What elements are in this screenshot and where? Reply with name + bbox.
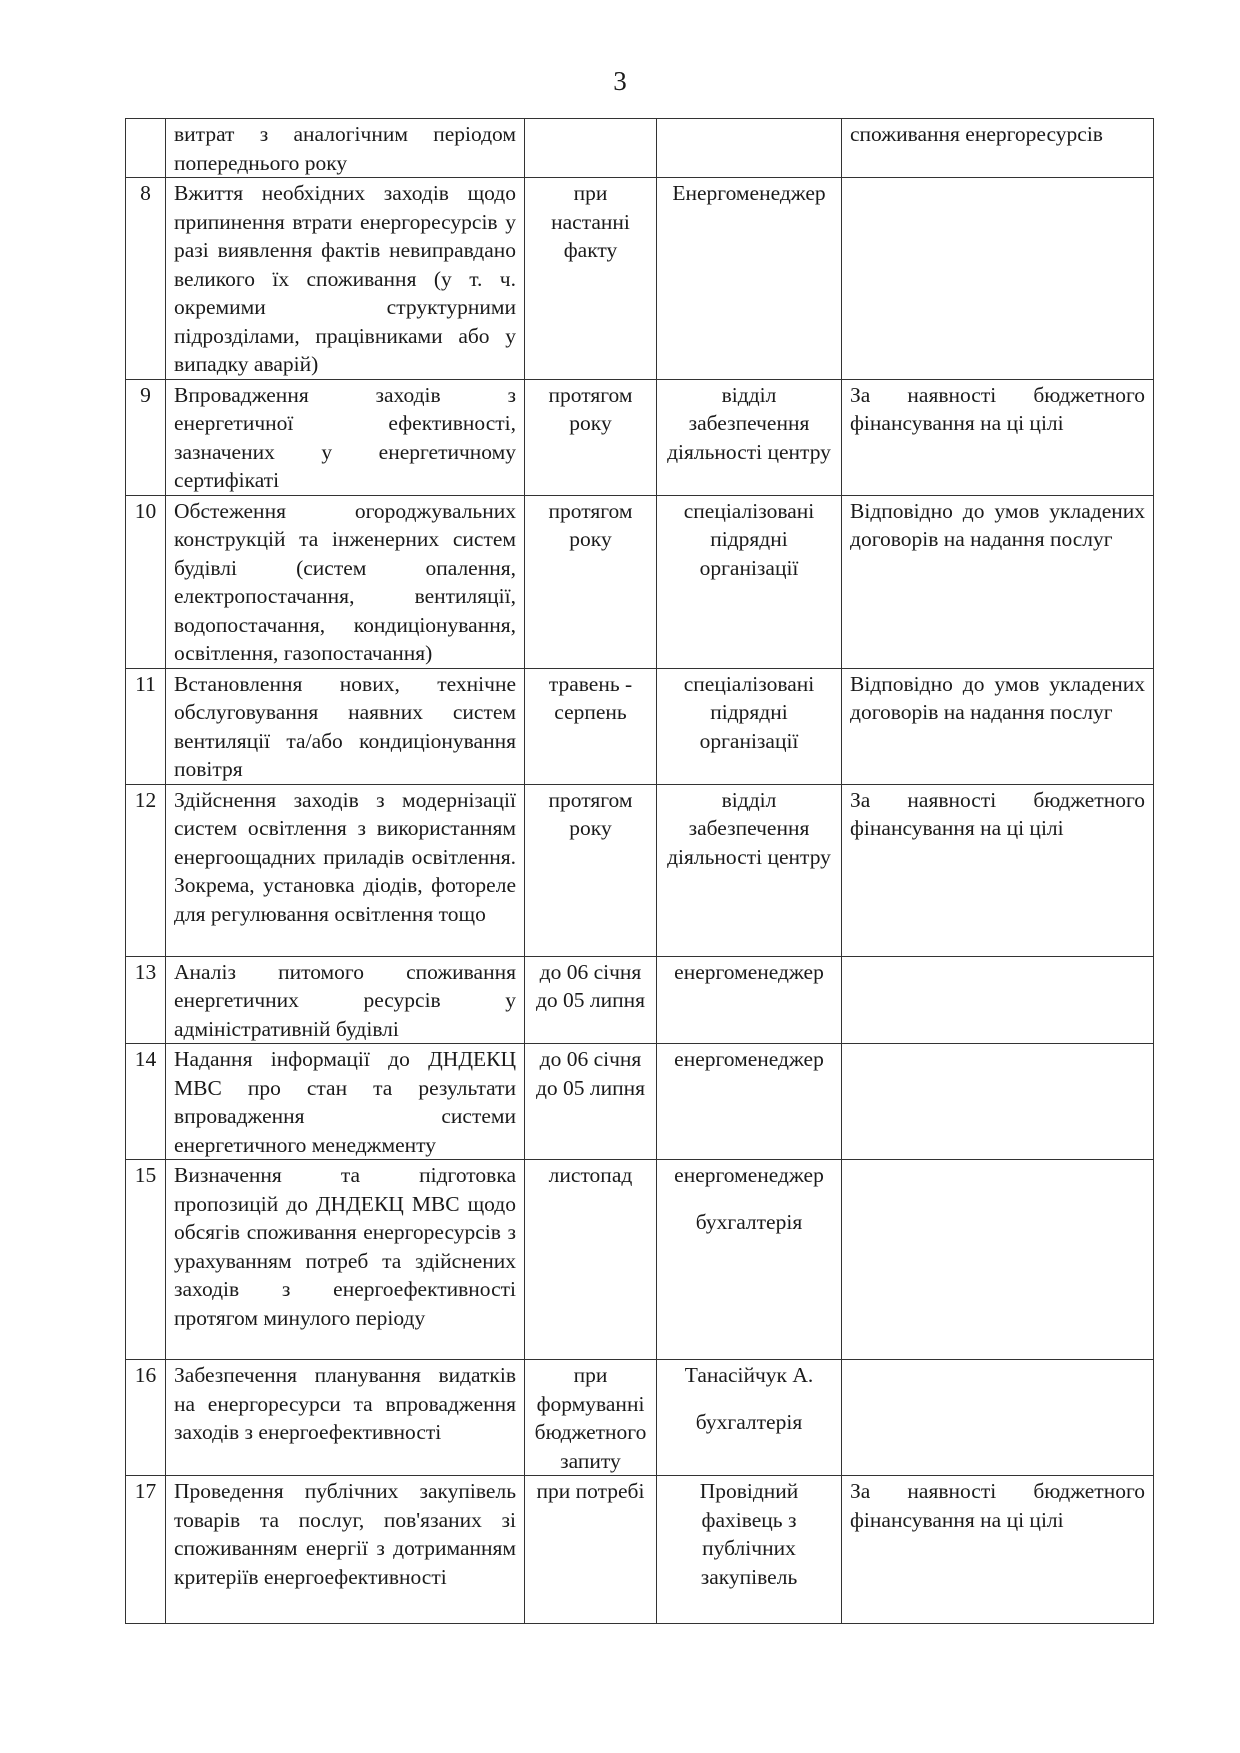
responsible-cell — [657, 379, 842, 495]
measure-description: Проведення публічних закупівель товарів та послуг, пов'язаних зі споживанням енергії з дотриманням критеріїв енергоефективності — [166, 1476, 525, 1624]
note-cell — [842, 956, 1154, 1044]
responsible-cell — [657, 119, 842, 178]
measure-description: Забезпечення планування видатків на енергоресурси та впровадження заходів з енергоефективності — [166, 1360, 525, 1476]
responsible-cell — [657, 1476, 842, 1624]
measure-description: Аналіз питомого споживання енергетичних ресурсів у адміністративній будівлі — [166, 956, 525, 1044]
table-body — [126, 119, 1154, 1624]
row-number: 14 — [126, 1044, 166, 1160]
table-row — [126, 119, 1154, 178]
note-cell — [842, 178, 1154, 380]
row-number: 12 — [126, 784, 166, 956]
responsible-cell — [657, 1044, 842, 1160]
responsible-cell — [657, 1160, 842, 1360]
deadline-cell: протягом року — [525, 784, 657, 956]
row-number: 16 — [126, 1360, 166, 1476]
deadline-cell: до 06 січня до 05 липня — [525, 956, 657, 1044]
responsible-name: Енергоменеджер — [672, 181, 826, 205]
responsible-name: відділ забезпечення діяльності центру — [667, 787, 831, 869]
responsible-name: бухгалтерія — [695, 1409, 803, 1434]
row-number: 11 — [126, 668, 166, 784]
table-row — [126, 379, 1154, 495]
responsible-name: бухгалтерія — [695, 1209, 803, 1234]
deadline-cell — [525, 119, 657, 178]
responsible-name: енергоменеджер — [674, 1047, 824, 1071]
table-row — [126, 495, 1154, 668]
measure-description: Встановлення нових, технічне обслуговування наявних систем вентиляції та/або кондиціонування повітря — [166, 668, 525, 784]
responsible-name: Танасійчук А. — [684, 1363, 814, 1387]
deadline-cell: протягом року — [525, 379, 657, 495]
measure-description: Вжиття необхідних заходів щодо припинення втрати енергоресурсів у разі виявлення фактів невиправдано великого їх споживання (у т. ч. окремими структурними підрозділами, працівниками або у випадку аварій) — [166, 178, 525, 380]
table-row — [126, 1044, 1154, 1160]
row-number: 10 — [126, 495, 166, 668]
measure-description: Надання інформації до ДНДЕКЦ МВС про стан та результати впровадження системи енергетичного менеджменту — [166, 1044, 525, 1160]
note-cell: Відповідно до умов укладених договорів на надання послуг — [842, 495, 1154, 668]
table-row — [126, 1360, 1154, 1476]
row-number — [126, 119, 166, 178]
row-number: 9 — [126, 379, 166, 495]
deadline-cell: при формуванні бюджетного запиту — [525, 1360, 657, 1476]
responsible-name: Провідний фахівець з публічних закупівель — [699, 1479, 799, 1589]
responsible-cell — [657, 668, 842, 784]
note-cell: Відповідно до умов укладених договорів на надання послуг — [842, 668, 1154, 784]
table-row — [126, 956, 1154, 1044]
responsible-cell — [657, 495, 842, 668]
measure-description: Здійснення заходів з модернізації систем освітлення з використанням енергоощадних приладів освітлення. Зокрема, установка діодів, фотореле для регулювання освітлення тощо — [166, 784, 525, 956]
deadline-cell: протягом року — [525, 495, 657, 668]
responsible-name: спеціалізовані підрядні організації — [683, 671, 815, 753]
row-number: 15 — [126, 1160, 166, 1360]
measure-description: Обстеження огороджувальних конструкцій та інженерних систем будівлі (систем опалення, електропостачання, вентиляції, водопостачання, кондиціонування, освітлення, газопостачання) — [166, 495, 525, 668]
note-cell: За наявності бюджетного фінансування на ці цілі — [842, 1476, 1154, 1624]
table-row — [126, 784, 1154, 956]
row-number: 8 — [126, 178, 166, 380]
responsible-name: відділ забезпечення діяльності центру — [667, 382, 831, 464]
row-number: 13 — [126, 956, 166, 1044]
note-cell — [842, 1360, 1154, 1476]
note-cell: За наявності бюджетного фінансування на ці цілі — [842, 784, 1154, 956]
table-row — [126, 668, 1154, 784]
responsible-name: спеціалізовані підрядні організації — [683, 498, 815, 580]
responsible-cell — [657, 956, 842, 1044]
measure-description: витрат з аналогічним періодом попереднього року — [166, 119, 525, 178]
table-row — [126, 1476, 1154, 1624]
responsible-name: енергоменеджер — [674, 959, 824, 984]
responsible-cell — [657, 784, 842, 956]
responsible-name: енергоменеджер — [674, 1163, 824, 1187]
deadline-cell: до 06 січня до 05 липня — [525, 1044, 657, 1160]
note-cell: споживання енергоресурсів — [842, 119, 1154, 178]
deadline-cell: травень - серпень — [525, 668, 657, 784]
deadline-cell: при потребі — [525, 1476, 657, 1624]
measures-table — [125, 118, 1154, 1624]
note-cell — [842, 1160, 1154, 1360]
row-number: 17 — [126, 1476, 166, 1624]
note-cell — [842, 1044, 1154, 1160]
deadline-cell: при настанні факту — [525, 178, 657, 380]
table-row — [126, 178, 1154, 380]
page-number: 3 — [613, 66, 627, 96]
measure-description: Впровадження заходів з енергетичної ефективності, зазначених у енергетичному сертифікаті — [166, 379, 525, 495]
responsible-cell — [657, 1360, 842, 1476]
deadline-cell: листопад — [525, 1160, 657, 1360]
measure-description: Визначення та підготовка пропозицій до ДНДЕКЦ МВС щодо обсягів споживання енергоресурсів з урахуванням потреб та здійснених заходів з енергоефективності протягом минулого періоду — [166, 1160, 525, 1360]
table-row — [126, 1160, 1154, 1360]
responsible-cell — [657, 178, 842, 380]
note-cell: За наявності бюджетного фінансування на ці цілі — [842, 379, 1154, 495]
